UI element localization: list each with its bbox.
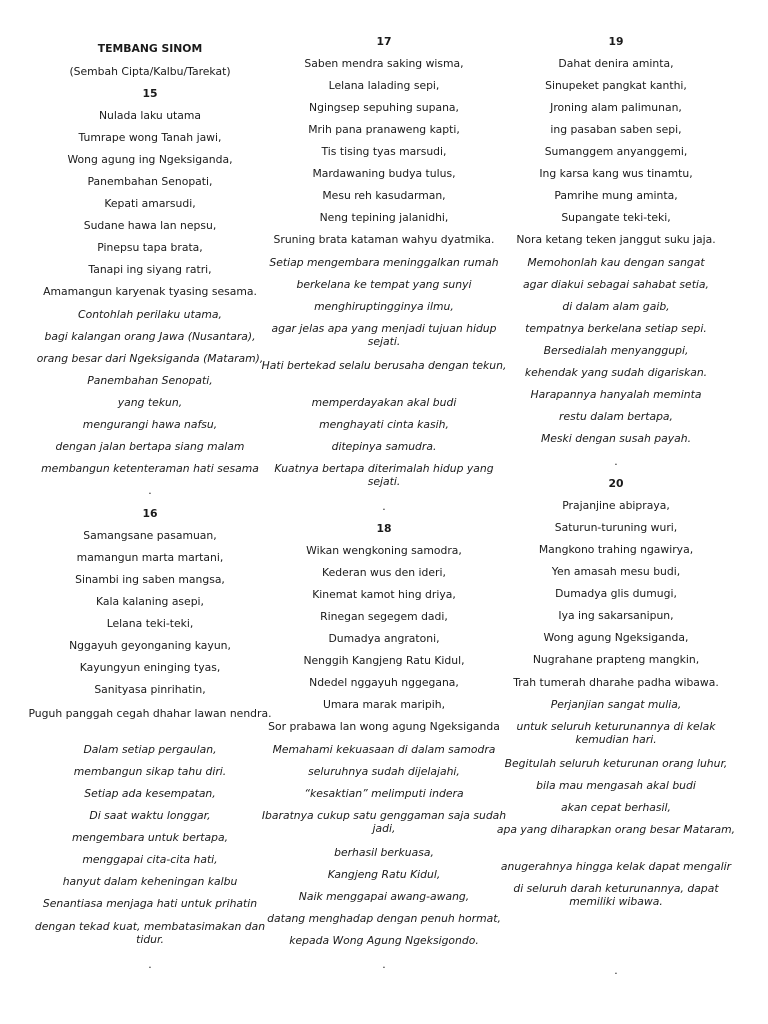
translation-line: membangun ketenteraman hati sesama (41, 462, 259, 475)
verse-line: Rinegan segegem dadi, (320, 610, 448, 623)
translation-line: untuk seluruh keturunannya di kelak kemudian hari. (516, 720, 716, 746)
verse-line: Saturun-turuning wuri, (554, 521, 678, 534)
stanza-number: 18 (376, 522, 392, 535)
translation-line: Memohonlah kau dengan sangat (527, 256, 705, 269)
verse-line: Ndedel nggayuh nggegana, (309, 676, 459, 689)
stanza-end: . (614, 964, 618, 977)
verse-line: Tanapi ing siyang ratri, (88, 263, 212, 276)
translation-line: Di saat waktu longgar, (89, 809, 211, 822)
translation-line: menghayati cinta kasih, (319, 418, 449, 431)
verse-line: Jroning alam palimunan, (550, 101, 682, 114)
stanza-end: . (382, 958, 386, 971)
translation-line: “kesaktian” melimputi indera (304, 787, 464, 800)
translation-line: berhasil berkuasa, (334, 846, 434, 859)
verse-line: Sanityasa pinrihatin, (94, 683, 206, 696)
page-title: TEMBANG SINOM (97, 42, 203, 55)
stanza-end: . (614, 455, 618, 468)
translation-line: restu dalam bertapa, (559, 410, 673, 423)
translation-line: Dalam setiap pergaulan, (83, 743, 217, 756)
translation-line: agar diakui sebagai sahabat setia, (523, 278, 709, 291)
translation-line: tempatnya berkelana setiap sepi. (525, 322, 707, 335)
verse-line: Sor prabawa lan wong agung Ngeksiganda (268, 720, 500, 733)
verse-line: Nugrahane prapteng mangkin, (532, 653, 700, 666)
translation-line: dengan tekad kuat, membatasimakan dan tidur. (34, 920, 266, 946)
translation-line: Hati bertekad selalu berusaha dengan tekun, (261, 359, 507, 372)
verse-line: Yen amasah mesu budi, (551, 565, 681, 578)
translation-line: datang menghadap dengan penuh hormat, (267, 912, 501, 925)
verse-line: Mangkono trahing ngawirya, (538, 543, 694, 556)
verse-line: Dumadya angratoni, (328, 632, 440, 645)
verse-line: Trah tumerah dharahe padha wibawa. (513, 676, 719, 689)
translation-line: Kuatnya bertapa diterimalah hidup yang sejati. (274, 462, 494, 488)
verse-line: Sinambi ing saben mangsa, (75, 573, 225, 586)
stanza-end: . (382, 500, 386, 513)
translation-line: Bersedialah menyanggupi, (543, 344, 689, 357)
verse-line: Ngingsep sepuhing supana, (309, 101, 459, 114)
translation-line: di seluruh darah keturunannya, dapat memiliki wibawa. (513, 882, 719, 908)
verse-line: Kinemat kamot hing driya, (312, 588, 456, 601)
stanza-end: . (148, 958, 152, 971)
page-subtitle: (Sembah Cipta/Kalbu/Tarekat) (69, 65, 231, 78)
translation-line: agar jelas apa yang menjadi tujuan hidup sejati. (271, 322, 497, 348)
verse-line: Pamrihe mung aminta, (554, 189, 678, 202)
verse-line: Sruning brata kataman wahyu dyatmika. (273, 233, 495, 246)
stanza-number: 16 (142, 507, 158, 520)
stanza-number: 19 (608, 35, 624, 48)
translation-line: Panembahan Senopati, (87, 374, 213, 387)
verse-line: Nenggih Kangjeng Ratu Kidul, (303, 654, 465, 667)
verse-line: Panembahan Senopati, (87, 175, 213, 188)
verse-line: Sinupeket pangkat kanthi, (545, 79, 687, 92)
verse-line: Wikan wengkoning samodra, (306, 544, 462, 557)
translation-line: hanyut dalam keheningan kalbu (62, 875, 238, 888)
translation-line: menghiruptingginya ilmu, (314, 300, 454, 313)
translation-line: Senantiasa menjaga hati untuk prihatin (42, 897, 258, 910)
verse-line: Mesu reh kasudarman, (322, 189, 446, 202)
verse-line: Pinepsu tapa brata, (97, 241, 203, 254)
translation-line: Harapannya hanyalah meminta (530, 388, 702, 401)
verse-line: Sudane hawa lan nepsu, (83, 219, 217, 232)
verse-line: Kederan wus den ideri, (322, 566, 446, 579)
verse-line: Umara marak maripih, (322, 698, 446, 711)
translation-line: memperdayakan akal budi (311, 396, 457, 409)
stanza-number: 17 (376, 35, 392, 48)
verse-line: Mardawaning budya tulus, (312, 167, 456, 180)
translation-line: ditepinya samudra. (331, 440, 437, 453)
verse-line: Sumanggem anyanggemi, (544, 145, 688, 158)
verse-line: ing pasaban saben sepi, (550, 123, 682, 136)
translation-line: Naik menggapai awang-awang, (298, 890, 470, 903)
verse-line: Dahat denira aminta, (558, 57, 674, 70)
verse-line: Mrih pana pranaweng kapti, (308, 123, 460, 136)
verse-line: Kepati amarsudi, (104, 197, 196, 210)
verse-line: Samangsane pasamuan, (83, 529, 217, 542)
verse-line: Tis tising tyas marsudi, (321, 145, 447, 158)
translation-line: Contohlah perilaku utama, (78, 308, 222, 321)
translation-line: Kangjeng Ratu Kidul, (327, 868, 441, 881)
translation-line: membangun sikap tahu diri. (73, 765, 227, 778)
translation-line: yang tekun, (117, 396, 183, 409)
translation-line: Begitulah seluruh keturunan orang luhur, (504, 757, 728, 770)
translation-line: apa yang diharapkan orang besar Mataram, (496, 823, 736, 836)
translation-line: berkelana ke tempat yang sunyi (296, 278, 472, 291)
translation-line: di dalam alam gaib, (562, 300, 670, 313)
stanza-number: 20 (608, 477, 624, 490)
verse-line: Saben mendra saking wisma, (304, 57, 464, 70)
translation-line: Setiap ada kesempatan, (84, 787, 216, 800)
verse-line: Ing karsa kang wus tinamtu, (539, 167, 693, 180)
verse-line: Lelana teki-teki, (106, 617, 194, 630)
verse-line: Tumrape wong Tanah jawi, (78, 131, 222, 144)
verse-line: Kala kalaning asepi, (96, 595, 204, 608)
translation-line: Ibaratnya cukup satu genggaman saja sudah jadi, (261, 809, 507, 835)
verse-line: Nggayuh geyonganing kayun, (69, 639, 231, 652)
verse-line: Kayungyun eninging tyas, (79, 661, 221, 674)
translation-line: Perjanjian sangat mulia, (550, 698, 682, 711)
verse-line: Lelana lalading sepi, (328, 79, 440, 92)
translation-line: kepada Wong Agung Ngeksigondo. (289, 934, 479, 947)
translation-line: mengembara untuk bertapa, (71, 831, 229, 844)
verse-line: Nulada laku utama (98, 109, 202, 122)
translation-line: kehendak yang sudah digariskan. (524, 366, 708, 379)
translation-line: orang besar dari Ngeksiganda (Mataram), (36, 352, 264, 365)
stanza-number: 15 (142, 87, 158, 100)
verse-line: Wong agung ing Ngeksiganda, (67, 153, 233, 166)
translation-line: Meski dengan susah payah. (540, 432, 692, 445)
verse-line: Nora ketang teken janggut suku jaja. (516, 233, 716, 246)
translation-line: Setiap mengembara meninggalkan rumah (269, 256, 499, 269)
verse-line: Dumadya glis dumugi, (555, 587, 677, 600)
verse-line: Amamangun karyenak tyasing sesama. (43, 285, 257, 298)
translation-line: dengan jalan bertapa siang malam (55, 440, 245, 453)
translation-line: bagi kalangan orang Jawa (Nusantara), (44, 330, 256, 343)
stanza-end: . (148, 484, 152, 497)
verse-line: Puguh panggah cegah dhahar lawan nendra. (28, 707, 272, 720)
verse-line: Supangate teki-teki, (561, 211, 671, 224)
translation-line: anugerahnya hingga kelak dapat mengalir (500, 860, 732, 873)
translation-line: mengurangi hawa nafsu, (82, 418, 218, 431)
verse-line: Iya ing sakarsanipun, (558, 609, 674, 622)
translation-line: akan cepat berhasil, (561, 801, 671, 814)
translation-line: Memahami kekuasaan di dalam samodra (272, 743, 496, 756)
verse-line: mamangun marta martani, (76, 551, 224, 564)
verse-line: Neng tepining jalanidhi, (319, 211, 449, 224)
translation-line: menggapai cita-cita hati, (82, 853, 218, 866)
verse-line: Prajanjine abipraya, (562, 499, 670, 512)
translation-line: seluruhnya sudah dijelajahi, (308, 765, 460, 778)
verse-line: Wong agung Ngeksiganda, (543, 631, 689, 644)
translation-line: bila mau mengasah akal budi (536, 779, 696, 792)
